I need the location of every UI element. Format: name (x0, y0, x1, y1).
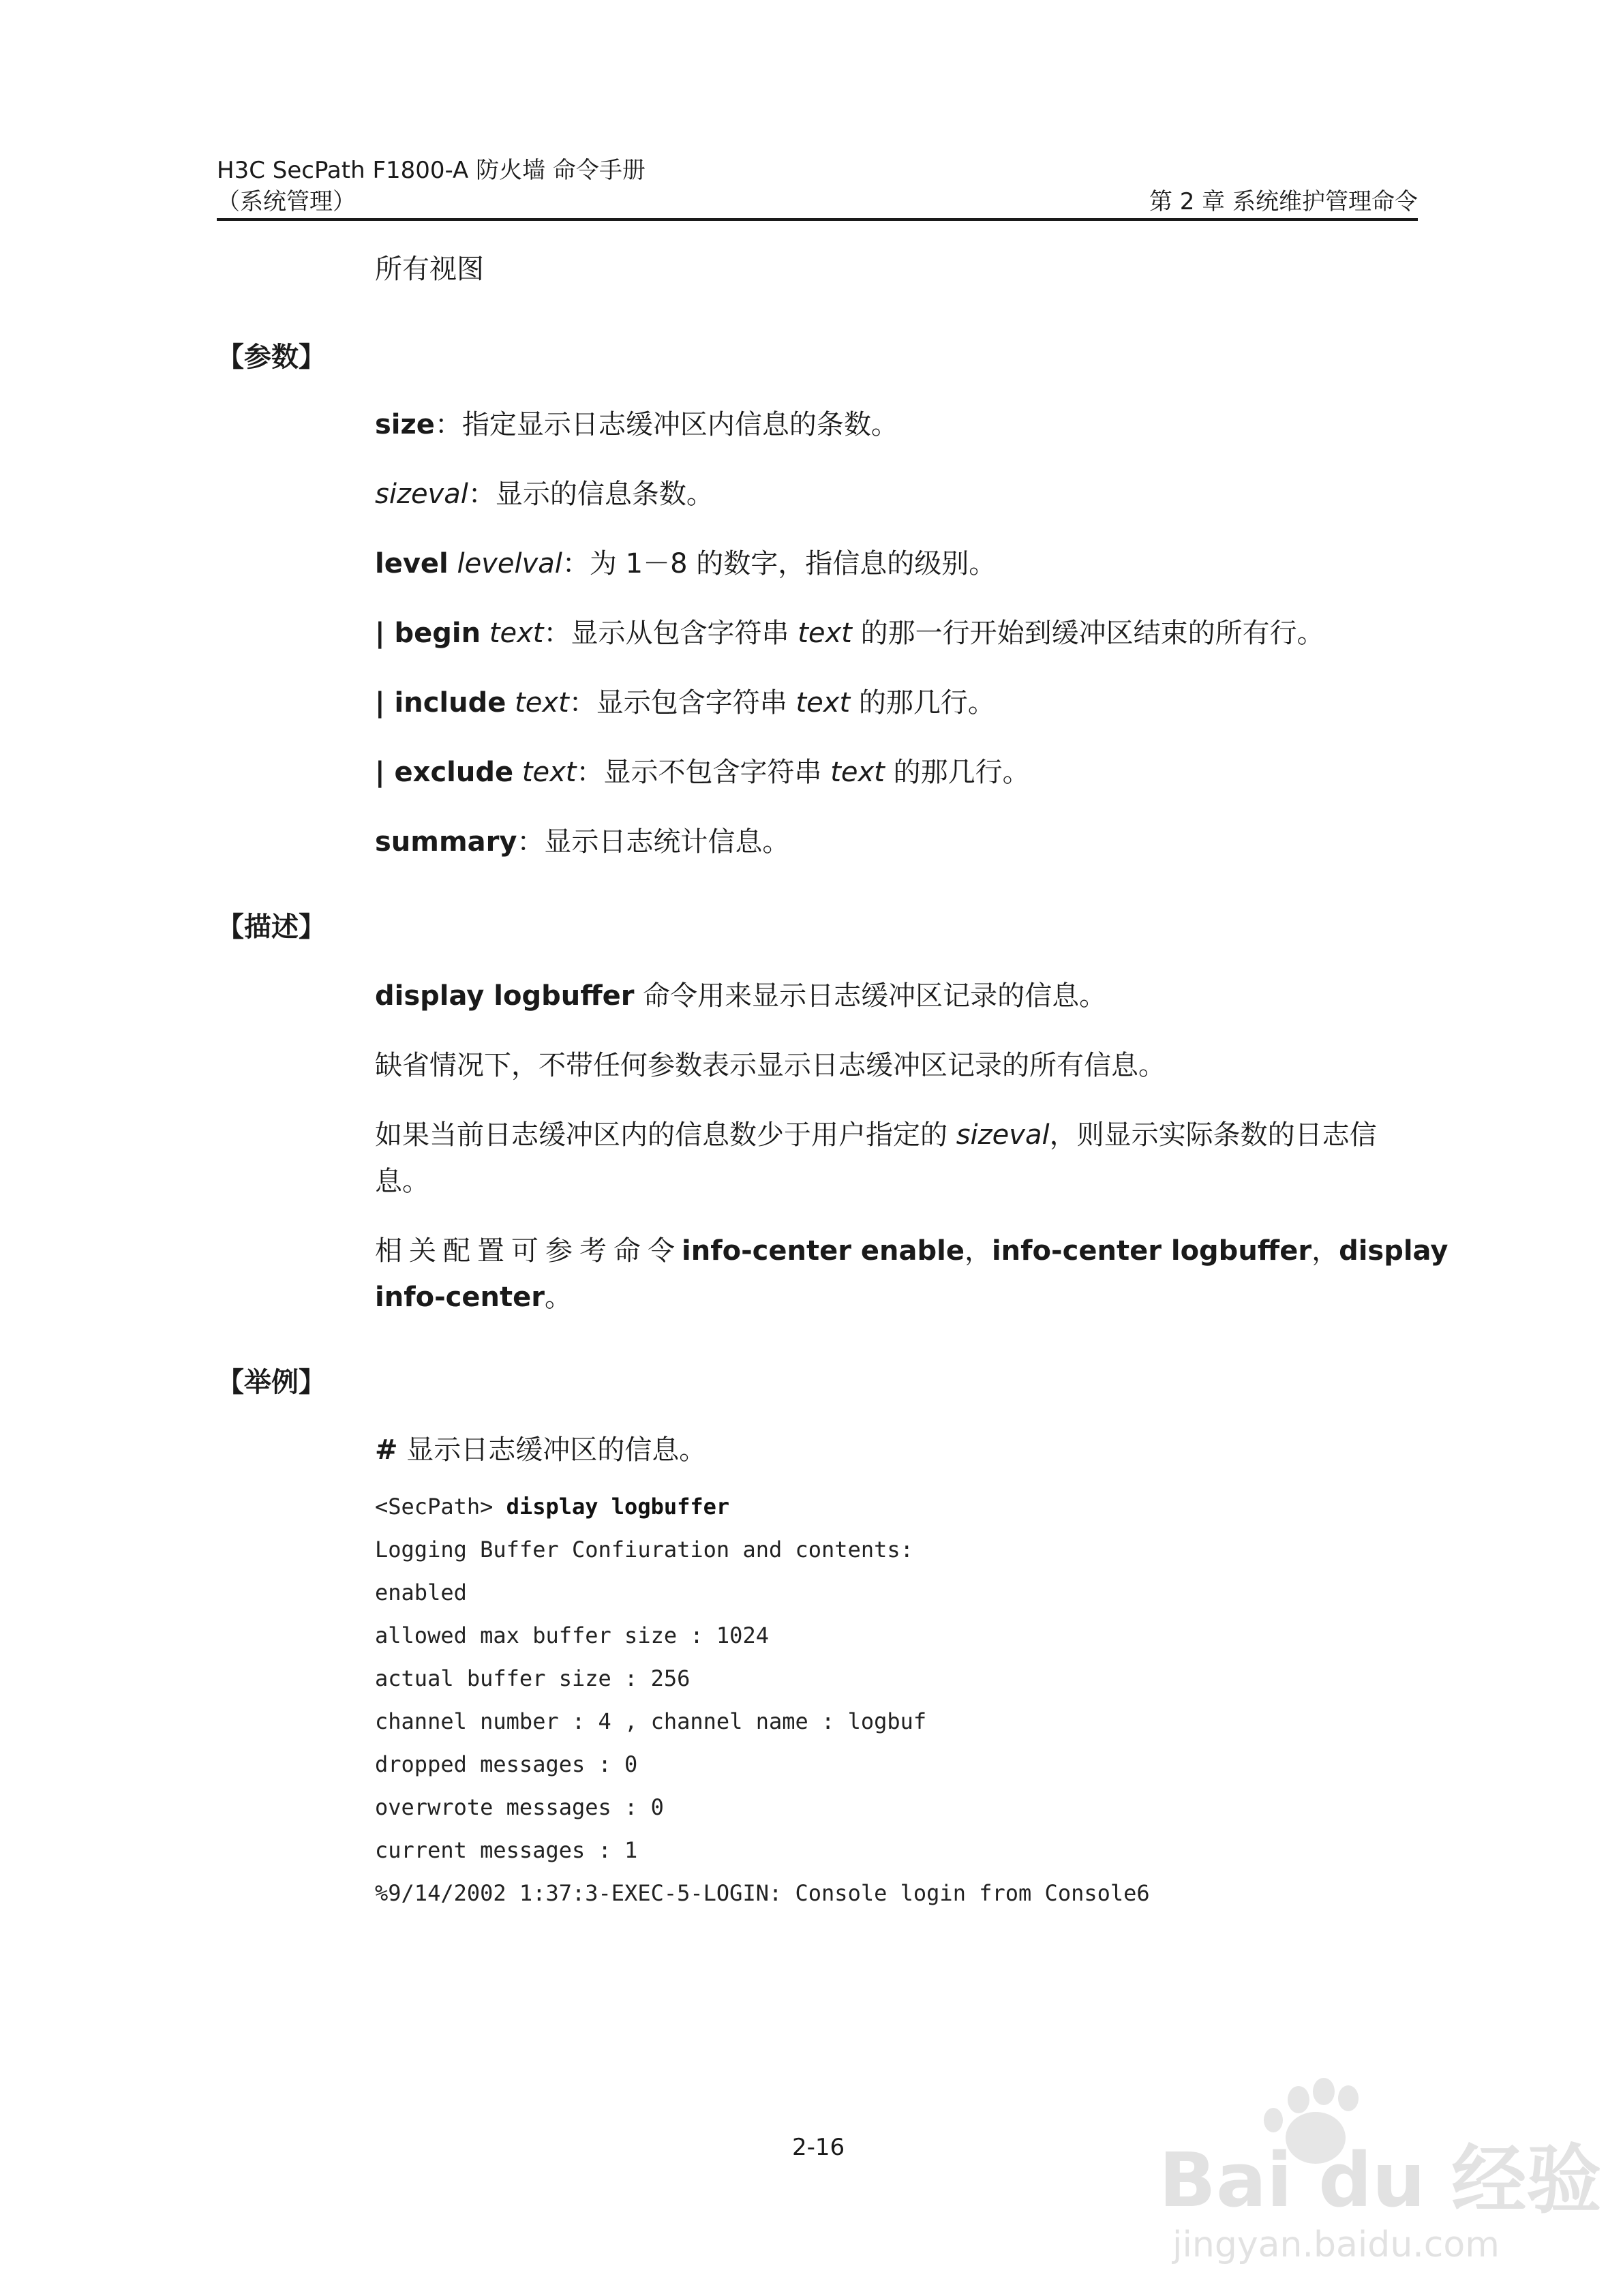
watermark-brand: Bai du 经验 (1159, 2136, 1602, 2224)
page-number: 2-16 (792, 2134, 845, 2161)
code-line: current messages : 1 (375, 1837, 638, 1863)
description-p2: 缺省情况下，不带任何参数表示显示日志缓冲区记录的所有信息。 (375, 1050, 1166, 1081)
param-size: size：指定显示日志缓冲区内信息的条数。 (375, 409, 898, 440)
example-intro: # 显示日志缓冲区的信息。 (375, 1434, 707, 1466)
description-p1: display logbuffer 命令用来显示日志缓冲区记录的信息。 (375, 980, 1107, 1012)
baidu-watermark-logo (1152, 2072, 1602, 2277)
code-line: %9/14/2002 1:37:3-EXEC-5-LOGIN: Console login from Console6 (375, 1880, 1150, 1906)
header-title: H3C SecPath F1800-A 防火墙 命令手册 (217, 157, 646, 184)
code-line: allowed max buffer size : 1024 (375, 1622, 769, 1648)
param-level: level levelval：为 1－8 的数字，指信息的级别。 (375, 548, 997, 579)
param-include: | include text：显示包含字符串 text 的那几行。 (375, 687, 995, 719)
header-rule (217, 218, 1418, 221)
code-line: dropped messages : 0 (375, 1751, 638, 1777)
watermark-url: jingyan.baidu.com (1172, 2224, 1500, 2265)
section-example-heading: 【举例】 (217, 1367, 326, 1398)
view-text: 所有视图 (375, 254, 484, 285)
description-p4-line2: info-center。 (375, 1282, 572, 1313)
param-sizeval: sizeval：显示的信息条数。 (375, 479, 714, 510)
code-prompt-line: <SecPath> display logbuffer (375, 1494, 730, 1520)
code-line: Logging Buffer Confiuration and contents: (375, 1537, 913, 1562)
section-description-heading: 【描述】 (217, 911, 326, 943)
param-begin: | begin text：显示从包含字符串 text 的那一行开始到缓冲区结束的所有行。 (375, 618, 1324, 649)
description-p3-line1: 如果当前日志缓冲区内的信息数少于用户指定的 sizeval，则显示实际条数的日志信 (375, 1119, 1377, 1151)
description-p4-line1: 相关配置可参考命令 info-center enable， info-center logbuffer， display (375, 1235, 1448, 1267)
code-line: actual buffer size : 256 (375, 1665, 691, 1691)
section-params-heading: 【参数】 (217, 342, 326, 373)
param-exclude: | exclude text：显示不包含字符串 text 的那几行。 (375, 757, 1030, 788)
description-p3-line2: 息。 (375, 1166, 429, 1197)
code-line: overwrote messages : 0 (375, 1794, 664, 1820)
header-chapter: 第 2 章 系统维护管理命令 (1149, 188, 1418, 215)
param-summary: summary：显示日志统计信息。 (375, 826, 790, 858)
header-subtitle: （系统管理） (217, 188, 356, 215)
code-line: channel number : 4 , channel name : logbuf (375, 1708, 927, 1734)
code-line: enabled (375, 1580, 467, 1605)
